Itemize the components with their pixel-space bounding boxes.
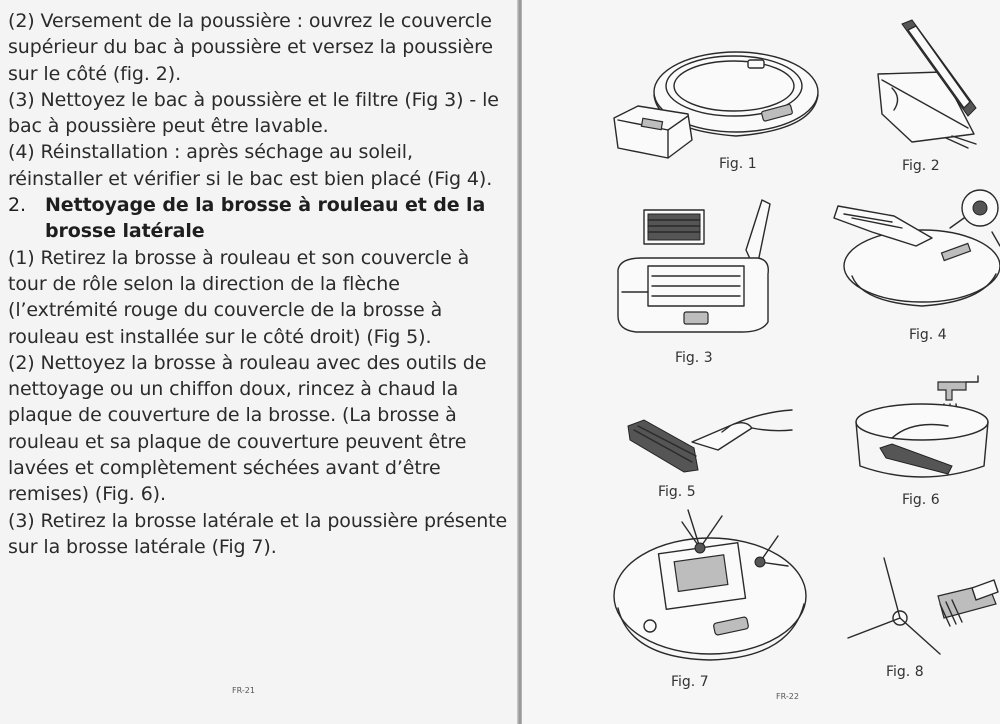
fig8-side-brush-tool-illustration <box>844 556 1000 656</box>
fig2-label: Fig. 2 <box>902 158 940 174</box>
fig3-dust-bin-filter-illustration <box>612 192 772 337</box>
fig5-label: Fig. 5 <box>658 484 696 500</box>
page-number-left: FR-21 <box>232 686 255 695</box>
fig7-label: Fig. 7 <box>671 674 709 690</box>
fig5-roller-brush-illustration <box>622 400 782 480</box>
paragraph-reinstall: (4) Réinstallation : après séchage au soleil, réinstaller et vérifier si le bac est bien placé (Fig 4). <box>8 141 493 190</box>
fig4-label: Fig. 4 <box>909 327 947 343</box>
fig7-robot-underside-illustration <box>610 508 810 668</box>
instruction-text <box>8 8 508 560</box>
fig6-label: Fig. 6 <box>902 492 940 508</box>
section-number: 2. <box>8 194 26 217</box>
fig3-label: Fig. 3 <box>675 350 713 366</box>
paragraph-dust-emptying: (2) Versement de la poussière : ouvrez le couvercle supérieur du bac à poussière et versez la poussière sur le côté (fig. 2). <box>8 10 493 85</box>
paragraph-side-brush: (3) Retirez la brosse latérale et la poussière présente sur la brosse latérale (Fig 7). <box>8 509 508 558</box>
page-number-right: FR-22 <box>776 692 799 701</box>
fig1-label: Fig. 1 <box>719 156 757 172</box>
fig1-robot-and-bin-illustration <box>608 40 828 165</box>
section-heading <box>8 192 508 245</box>
paragraph-clean-roller: (2) Nettoyez la brosse à rouleau avec des outils de nettoyage ou un chiffon doux, rincez à chaud la plaque de couverture de la brosse. (La brosse à rouleau et sa plaque de couverture peuvent être lavées et complètement séchées avant d’être remises) (Fig. 6). <box>8 351 487 506</box>
fig2-open-dust-bin-illustration <box>872 18 1000 148</box>
right-page <box>522 0 1000 724</box>
fig4-reinstall-bin-illustration <box>832 188 1000 313</box>
section-title: Nettoyage de la brosse à rouleau et de la brosse latérale <box>45 194 486 243</box>
fig8-label: Fig. 8 <box>886 664 924 680</box>
paragraph-remove-roller: (1) Retirez la brosse à rouleau et son couvercle à tour de rôle selon la direction de la flèche (l’extrémité rouge du couvercle de la brosse à rouleau est installée sur le côté droit) (Fig 5). <box>8 246 470 348</box>
paragraph-clean-bin: (3) Nettoyez le bac à poussière et le filtre (Fig 3) - le bac à poussière peut être lavable. <box>8 88 499 138</box>
fig6-rinse-cover-illustration <box>852 370 992 485</box>
